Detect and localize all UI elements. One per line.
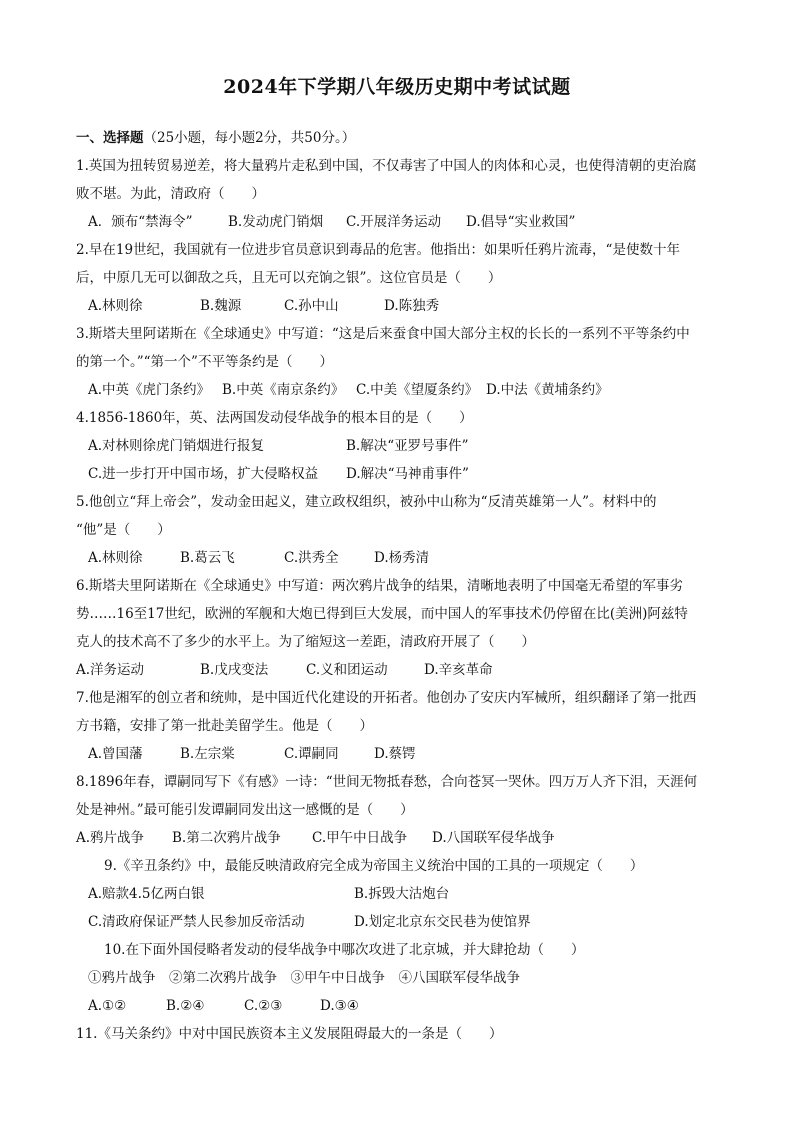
question-9-line-1: 9.《辛丑条约》中，最能反映清政府完全成为帝国主义统治中国的工具的一项规定（ ） xyxy=(104,858,644,874)
question-1-line-1: 1.英国为扭转贸易逆差，将大量鸦片走私到中国，不仅毒害了中国人的肉体和心灵，也使得清朝的吏治腐 xyxy=(76,158,697,174)
question-10-items: ①鸦片战争 ②第二次鸦片战争 ③甲午中日战争 ④八国联军侵华战争 xyxy=(88,970,520,986)
question-3-option-d: D.中法《黄埔条约》 xyxy=(486,382,609,398)
question-2-option-c: C.孙中山 xyxy=(284,298,339,314)
question-3-line-1: 3.斯塔夫里阿诺斯在《全球通史》中写道：“这是后来蚕食中国大部分主权的长长的一系列不平等条约中 xyxy=(76,326,690,342)
question-7-option-c: C.谭嗣同 xyxy=(284,746,339,762)
question-6-option-a: A.洋务运动 xyxy=(76,662,145,678)
question-6-line-3: 克人的技术高不了多少的水平上。为了缩短这一差距，清政府开展了（ ） xyxy=(76,634,535,650)
exam-title: 2024年下学期八年级历史期中考试试题 xyxy=(223,76,571,98)
section-header xyxy=(76,128,726,148)
question-8-option-d: D.八国联军侵华战争 xyxy=(432,830,555,846)
section-label: 一、选择题 xyxy=(76,130,144,146)
question-10-option-b: B.②④ xyxy=(166,998,205,1014)
question-8-option-b: B.第二次鸦片战争 xyxy=(172,830,281,846)
question-9-option-b: B.拆毁大沽炮台 xyxy=(354,886,450,902)
question-4-option-d: D.解决“马神甫事件” xyxy=(346,466,469,482)
question-1-option-b: B.发动虎门销烟 xyxy=(228,214,324,230)
question-1-option-d: D.倡导“实业救国” xyxy=(466,214,576,230)
question-2-line-2: 后，中原几无可以御敌之兵，且无可以充饷之银”。这位官员是（ ） xyxy=(76,270,502,286)
question-7-option-b: B.左宗棠 xyxy=(180,746,235,762)
question-1-option-c: C.开展洋务运动 xyxy=(346,214,442,230)
question-6-option-b: B.戊戌变法 xyxy=(200,662,269,678)
question-7-line-1: 7.他是湘军的创立者和统帅，是中国近代化建设的开拓者。他创办了安庆内军械所，组织翻译了第一批西 xyxy=(76,690,697,706)
question-9-option-d: D.划定北京东交民巷为使馆界 xyxy=(354,914,531,930)
question-3-option-b: B.中英《南京条约》 xyxy=(222,382,345,398)
question-10-option-c: C.②③ xyxy=(244,998,283,1014)
question-6-line-1: 6.斯塔夫里阿诺斯在《全球通史》中写道：两次鸦片战争的结果，清晰地表明了中国毫无希望的军事劣 xyxy=(76,578,683,594)
question-3-line-2: 的第一个。”“第一个”不平等条约是（ ） xyxy=(76,354,333,370)
question-10-line-1: 10.在下面外国侵略者发动的侵华战争中哪次攻进了北京城，并大肆抢劫（ ） xyxy=(104,942,585,958)
question-5-option-c: C.洪秀全 xyxy=(284,550,339,566)
question-5-option-b: B.葛云飞 xyxy=(180,550,235,566)
question-5-option-d: D.杨秀清 xyxy=(374,550,430,566)
question-8-line-1: 8.1896年春，谭嗣同写下《有感》一诗：“世间无物抵春愁，合向苍冥一哭休。四万万人齐下泪，天涯何 xyxy=(76,774,698,790)
question-2-line-1: 2.早在19世纪，我国就有一位进步官员意识到毒品的危害。他指出：如果听任鸦片流毒，“是使数十年 xyxy=(76,242,680,258)
question-8-option-a: A.鸦片战争 xyxy=(76,830,145,846)
question-7-option-d: D.蔡锷 xyxy=(374,746,416,762)
question-7-line-2: 方书籍，安排了第一批赴美留学生。他是（ ） xyxy=(76,718,373,734)
question-3-option-a: A.中英《虎门条约》 xyxy=(88,382,211,398)
question-5-line-1: 5.他创立“拜上帝会”，发动金田起义，建立政权组织，被孙中山称为“反清英雄第一人”。材料中的 xyxy=(76,494,657,510)
question-10-option-d: D.③④ xyxy=(320,998,359,1014)
question-9-option-c: C.清政府保证严禁人民参加反帝活动 xyxy=(88,914,305,930)
question-4-option-b: B.解决“亚罗号事件” xyxy=(346,438,469,454)
question-5-line-2: “他”是（ ） xyxy=(76,522,171,538)
section-note: （25小题，每小题2分，共50分。） xyxy=(143,130,356,146)
question-9-option-a: A.赔款4.5亿两白银 xyxy=(88,886,205,902)
question-2-option-d: D.陈独秀 xyxy=(384,298,440,314)
question-4-line-1: 4.1856-1860年，英、法两国发动侵华战争的根本目的是（ ） xyxy=(76,410,473,426)
question-8-line-2: 处是神州。”最可能引发谭嗣同发出这一感慨的是（ ） xyxy=(76,802,414,818)
question-6-option-c: C.义和团运动 xyxy=(306,662,388,678)
question-3-option-c: C.中美《望厦条约》 xyxy=(356,382,479,398)
question-2-option-a: A.林则徐 xyxy=(88,298,143,314)
question-1-option-a: A．颁布“禁海令” xyxy=(88,214,193,230)
question-4-option-c: C.进一步打开中国市场，扩大侵略权益 xyxy=(88,466,319,482)
question-2-option-b: B.魏源 xyxy=(200,298,242,314)
question-8-option-c: C.甲午中日战争 xyxy=(312,830,408,846)
question-6-option-d: D.辛亥革命 xyxy=(424,662,493,678)
question-7-option-a: A.曾国藩 xyxy=(88,746,143,762)
question-11-line-1: 11.《马关条约》中对中国民族资本主义发展阻碍最大的一条是（ ） xyxy=(76,1026,503,1042)
question-10-option-a: A.①② xyxy=(88,998,127,1014)
question-1-line-2: 败不堪。为此，清政府（ ） xyxy=(76,186,265,202)
question-4-option-a: A.对林则徐虎门销烟进行报复 xyxy=(88,438,265,454)
question-6-line-2: 势……16至17世纪，欧洲的军舰和大炮已得到巨大发展，而中国人的军事技术仍停留在比(美洲)阿兹特 xyxy=(76,606,688,622)
question-5-option-a: A.林则徐 xyxy=(88,550,143,566)
